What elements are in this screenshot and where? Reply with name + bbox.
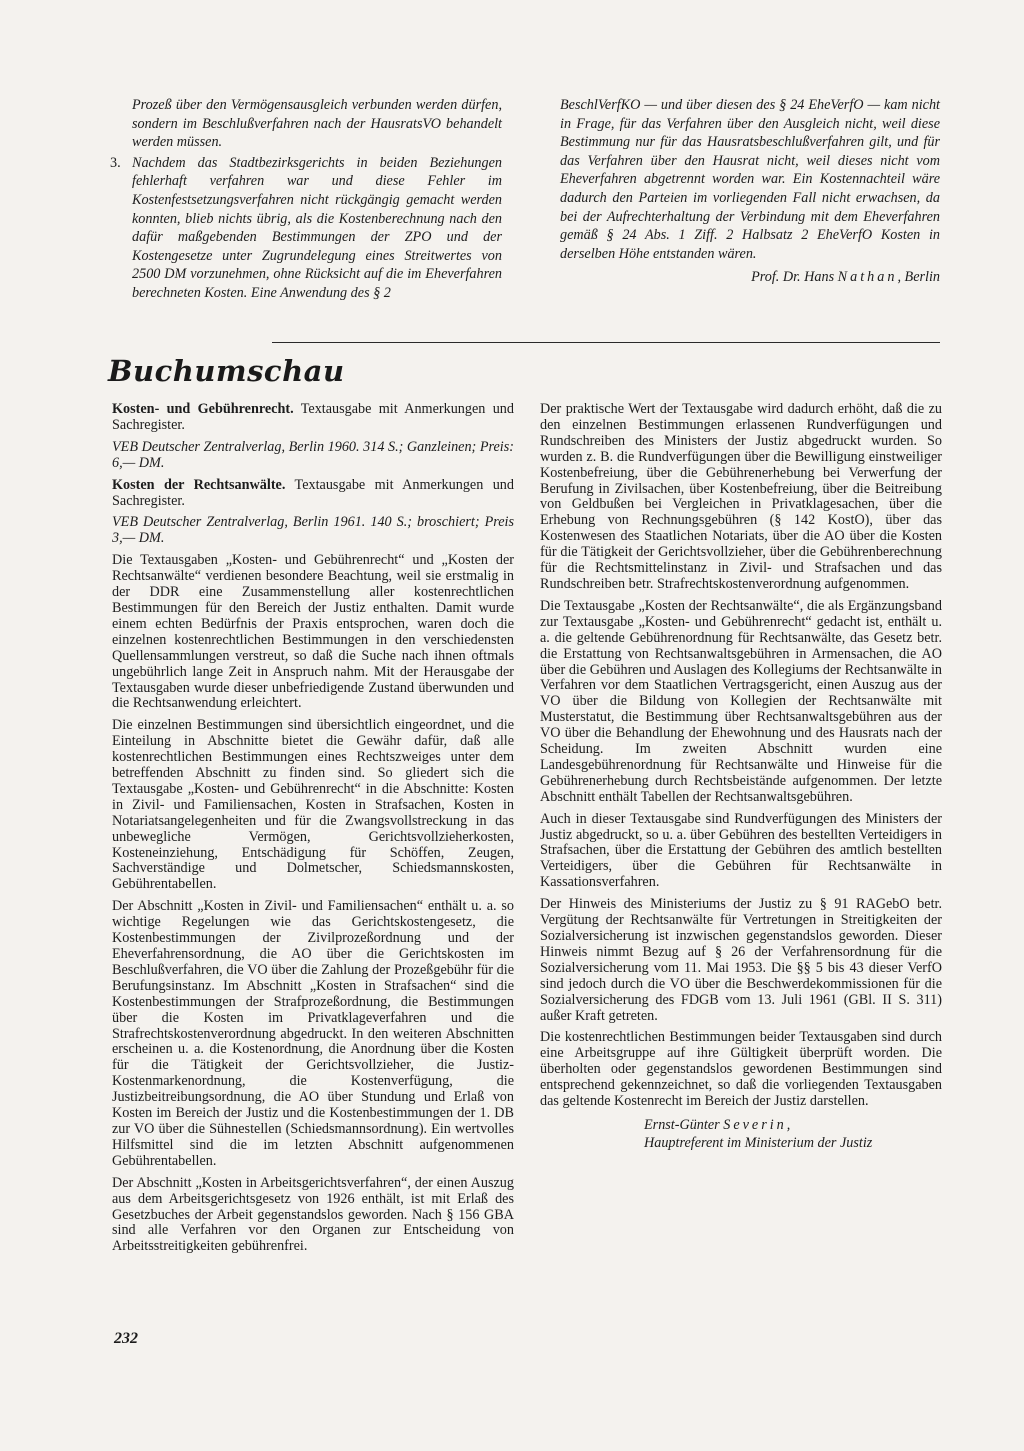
numbered-item-3	[110, 154, 502, 303]
book-entry-2	[112, 478, 514, 510]
reviewer-name-suffix: ,	[786, 1116, 791, 1133]
page-number: 232	[114, 1330, 138, 1347]
review-paragraph-6: Die Textausgabe „Kosten der Rechtsanwälte“, die als Ergänzungsband zur Textausgabe „Kosten- und Gebührenrecht“ gedacht ist, enthält u. a. die geltende Gebührenordnung für Rechtsanwälte, das Gesetz betr. die Erstattung von Rechtsanwaltsgebühren in Armensachen, die AO über die Gebühren und Auslagen des Kollegiums der Rechtsanwälte in Verfahren vor dem Staatlichen Vertragsgericht, einen Auszug aus der VO über die Bildung von Kollegien der Rechtsanwälte mit Musterstatut, die Bestimmung über Rechtsanwaltsgebühren aus der VO über die Behandlung der Ehewohnung und des Hausrats nach der Scheidung. Im zweiten Abschnitt wurden eine Landesgebührenordnung für Rechtsanwälte und Hinweise für die Gebührenerhebung durch Rechtsbeistände aufgenommen. Der letzte Abschnitt enthält Tabellen der Rechtsanwaltsgebühren.	[540, 597, 942, 805]
paragraph-continuation: Prozeß über den Vermögensausgleich verbunden werden dürfen, sondern im Beschlußverfahren nach der HausratsVO behandelt werden müssen.	[132, 97, 502, 151]
review-paragraph-1: Die Textausgaben „Kosten- und Gebührenrecht“ und „Kosten der Rechtsanwälte“ verdienen besondere Beachtung, weil sie erstmalig in der DDR eine Zusammenstellung aller kostenrechtlichen Bestimmungen für den Bereich der Justiz enthalten. Damit wurde einem echten Bedürfnis der Praxis entsprochen, waren doch die einzelnen kostenrechtlichen Bestimmungen in den verschiedensten Quellensammlungen verstreut, so daß die Suche nach ihnen oftmals ungebührlich lange Zeit in Anspruch nahm. Mit der Herausgabe der Textausgaben wurde dieser unbefriedigende Zustand überwunden und die Rechtsanwendung erleichtert.	[112, 552, 514, 712]
book-subtitle-2: Textausgabe mit Anmerkungen und Sachregister.	[112, 476, 514, 509]
signature-name: Nathan	[837, 269, 898, 286]
item-text: Nachdem das Stadtbezirksgerichts in beiden Beziehungen fehlerhaft verfahren war und diese Fehler im Kostenfestsetzungsverfahren nicht rückgängig gemacht werden konnten, blieb nichts übrig, als die Kostenberechnung nach den dafür maßgebenden Bestimmungen der ZPO und der Kostengesetze unter Zugrundelegung eines Streitwertes von 2500 DM vorzunehmen, ohne Rücksicht auf die im Eheverfahren berechneten Kosten. Eine Anwendung des § 2	[132, 154, 502, 301]
review-paragraph-9: Die kostenrechtlichen Bestimmungen beider Textausgaben sind durch eine Arbeitsgruppe auf ihre Gültigkeit überprüft worden. Die überholten oder gegenstandslos gewordenen Bestimmungen sind entsprechend gekennzeichnet, so daß die vorliegenden Textausgaben das geltende Kostenrecht im Bereich der Justiz darstellen.	[540, 1029, 942, 1110]
section-title: Buchumschau	[108, 354, 345, 388]
book-publication-2: VEB Deutscher Zentralverlag, Berlin 1961. 140 S.; broschiert; Preis 3,— DM.	[112, 514, 514, 547]
book-title-1: Kosten- und Gebührenrecht.	[112, 401, 294, 417]
review-left-column	[112, 402, 514, 1261]
top-right-column	[560, 96, 940, 286]
signature-suffix: , Berlin	[897, 269, 940, 286]
review-right-column	[540, 402, 942, 1152]
book-entry-1	[112, 402, 514, 434]
item-number: 3.	[110, 154, 121, 171]
reviewer-signature	[540, 1116, 942, 1152]
review-paragraph-8: Der Hinweis des Ministeriums der Justiz zu § 91 RAGebO betr. Vergütung der Rechtsanwälte für Vertretungen in Streitigkeiten der Sozialversicherung ist inzwischen gegenstandslos geworden. Dieser Hinweis nimmt Bezug auf § 26 der Verfahrensordnung für die Sozialversicherung vom 11. Mai 1953. Die §§ 5 bis 43 dieser VerfO sind jedoch durch die VO über die Beschwerdekommissionen für die Sozialversicherung des FDGB vom 13. Juli 1961 (GBl. II S. 311) außer Kraft getreten.	[540, 896, 942, 1024]
book-subtitle-1: Textausgabe mit Anmerkungen und Sachregister.	[112, 401, 514, 433]
reviewer-first-name: Ernst-Günter	[644, 1116, 724, 1133]
review-paragraph-3: Der Abschnitt „Kosten in Zivil- und Familiensachen“ enthält u. a. so wichtige Regelungen wie das Gerichtskostengesetz, die Kostenbestimmungen der Zivilprozeßordnung und der Eheverfahrensordnung, die AO über die Gerichtskosten im Beschlußverfahren, die VO über die Zahlung der Prozeßgebühr für die Berufungsinstanz. Im Abschnitt „Kosten in Strafsachen“ sind die Kostenbestimmungen der Strafprozeßordnung, die Bestimmungen über die Kosten im Privatklageverfahren und die Strafrechtskostenverordnung abgedruckt. In den weiteren Abschnitten erscheinen u. a. die Kostenordnung, die Anordnung über die Kosten für die Tätigkeit der Gerichtsvollzieher, die Justiz-Kostenmarkenordnung, die Kostenverfügung, die Justizbeitreibungsordnung, die AO über Stundung und Erlaß von Kosten im Bereich der Justiz und die Kostenbestimmungen der 1. DB zur VO über die Sühnestellen (Schiedsmannsordnung). Ein wertvolles Hilfsmittel sind die im letzten Abschnitt aufgenommenen Gebührentabellen.	[112, 898, 514, 1169]
review-paragraph-7: Auch in dieser Textausgabe sind Rundverfügungen des Ministers der Justiz abgedruckt, so u. a. über Gebühren des bestellten Verteidigers in Strafsachen, über die Erstattung der Gebühren des amtlich bestellten Verteidigers, über die Gebühren für Rechtsanwälte in Kassationsverfahren.	[540, 810, 942, 891]
section-divider	[272, 342, 940, 343]
author-signature	[560, 269, 940, 286]
book-publication-1: VEB Deutscher Zentralverlag, Berlin 1960. 314 S.; Ganzleinen; Preis: 6,— DM.	[112, 438, 514, 471]
review-paragraph-2: Die einzelnen Bestimmungen sind übersichtlich eingeordnet, und die Einteilung in Abschnitte bietet die Gewähr dafür, daß alle kostenrechtlichen Bestimmungen eines Rechtszweiges unter dem betreffenden Abschnitt zu finden sind. So gliedert sich die Textausgabe „Kosten- und Gebührenrecht“ in die Abschnitte: Kosten in Zivil- und Familiensachen, Kosten in Strafsachen, Kosten in Notariatsangelegenheiten und für die Zwangsvollstreckung in das unbewegliche Vermögen, Gerichtsvollzieherkosten, Kosteneinziehung, Entschädigung für Schöffen, Zeugen, Sachverständige und Dolmetscher, Schiedsmannskosten, Gebührentabellen.	[112, 717, 514, 893]
paragraph-continuation-right: BeschlVerfKO — und über diesen des § 24 EheVerfO — kam nicht in Frage, für das Verfahren über den Ausgleich nicht, weil diese Bestimmung nur für das Hausratsbeschlußverfahren gilt, und für das Verfahren über den Hausrat nicht, weil dieses nicht vom Eheverfahren abgetrennt worden war. Ein Kostennachteil wäre dadurch den Parteien im vorliegenden Fall nicht erwachsen, da bei der Aufrechterhaltung der Verbindung mit dem Eheverfahren gemäß § 24 Abs. 1 Ziff. 2 Halbsatz 2 EheVerfO Kosten in derselben Höhe entstanden wären.	[560, 97, 940, 262]
review-paragraph-5: Der praktische Wert der Textausgabe wird dadurch erhöht, daß die zu den einzelnen Bestimmungen erlassenen Rundverfügungen und Rundschreiben des Ministers der Justiz abgedruckt wurden. So wurden z. B. die Rundverfügungen über die Bewilligung einstweiliger Kostenbefreiung, über die Gebührenerhebung bei Verwerfung der Berufung in Zivilsachen, über Kostenbefreiung, über die Beitreibung von Geldbußen bei Vergleichen in Privatklagesachen, über die Erhebung von Rechnungsgebühren (§ 142 KostO), über das Kostenwesen des Staatlichen Notariats, über die AO über die Kosten für die Tätigkeit der Gerichtsvollzieher, über die Gebührenberechnung für die Rechtsmittelinstanz in Zivil- und Strafsachen und das Rundschreiben betr. Strafrechtskostenverordnung aufgenommen.	[540, 401, 942, 592]
review-paragraph-4: Der Abschnitt „Kosten in Arbeitsgerichtsverfahren“, der einen Auszug aus dem Arbeitsgerichtsgesetz von 1926 enthält, ist mit Erlaß des Gesetzbuches der Arbeit gegenstandslos geworden. Nach § 156 GBA sind alle Verfahren vor den Organen zur Entscheidung von Arbeitsstreitigkeiten gebührenfrei.	[112, 1174, 514, 1255]
signature-prefix: Prof. Dr. Hans	[751, 269, 838, 286]
reviewer-name-line	[540, 1116, 942, 1134]
top-left-column	[110, 96, 502, 303]
reviewer-role: Hauptreferent im Ministerium der Justiz	[644, 1134, 873, 1151]
reviewer-last-name: Severin	[723, 1116, 787, 1133]
book-title-2: Kosten der Rechtsanwälte.	[112, 476, 286, 493]
